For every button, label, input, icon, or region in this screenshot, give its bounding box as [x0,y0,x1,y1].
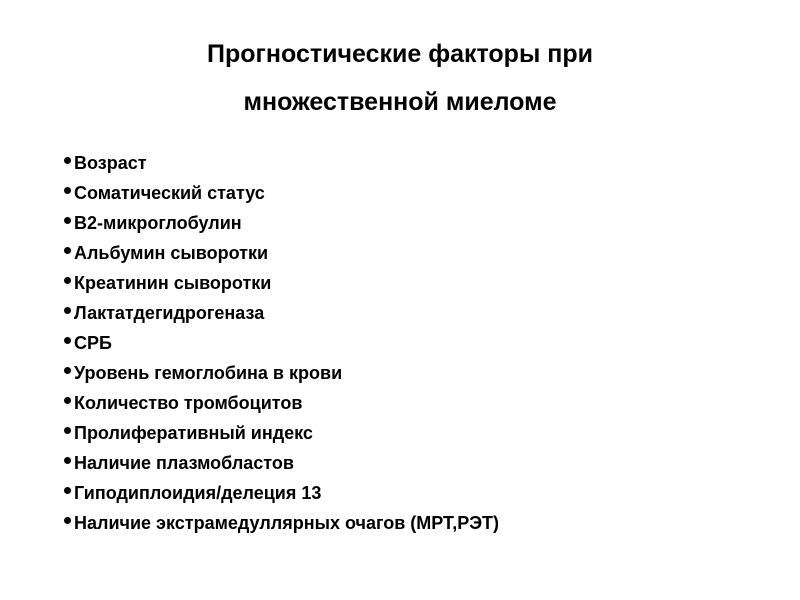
bullet-icon [64,367,71,374]
title-line-1: Прогностические факторы при [207,40,593,68]
list-item [64,448,499,478]
bullet-icon [64,187,71,194]
list-item [64,388,499,418]
list-item-label: Количество тромбоцитов [74,392,303,413]
list-item-label: Креатинин сыворотки [74,272,272,293]
bullet-icon [64,427,71,434]
list-item [64,508,499,538]
list-item [64,178,499,208]
list-item-label: Альбумин сыворотки [74,242,269,263]
list-item-label: Возраст [74,152,147,173]
bullet-icon [64,517,71,524]
list-item [64,418,499,448]
list-item [64,298,499,328]
bullet-icon [64,337,71,344]
list-item-label: СРБ [74,332,112,353]
list-item-label: Гиподиплоидия/делеция 13 [74,482,322,503]
list-item [64,328,499,358]
slide-title [0,30,800,126]
bullet-icon [64,307,71,314]
list-item-label: Наличие экстрамедуллярных очагов (МРТ,РЭТ) [74,512,500,533]
title-line-2: множественной миеломе [243,88,557,116]
list-item-label: В2-микроглобулин [74,212,242,233]
bullet-icon [64,457,71,464]
list-item-label: Пролиферативный индекс [74,422,313,443]
bullet-icon [64,217,71,224]
list-item [64,148,499,178]
list-item-label: Соматический статус [74,182,265,203]
list-item [64,478,499,508]
list-item-label: Наличие плазмобластов [74,452,294,473]
list-item [64,268,499,298]
bullet-icon [64,277,71,284]
bullet-icon [64,397,71,404]
bullet-icon [64,487,71,494]
list-item-label: Лактатдегидрогеназа [74,302,265,323]
bullet-icon [64,157,71,164]
bullet-icon [64,247,71,254]
list-item [64,358,499,388]
list-item-label: Уровень гемоглобина в крови [74,362,343,383]
factor-list [64,148,499,538]
list-item [64,208,499,238]
list-item [64,238,499,268]
